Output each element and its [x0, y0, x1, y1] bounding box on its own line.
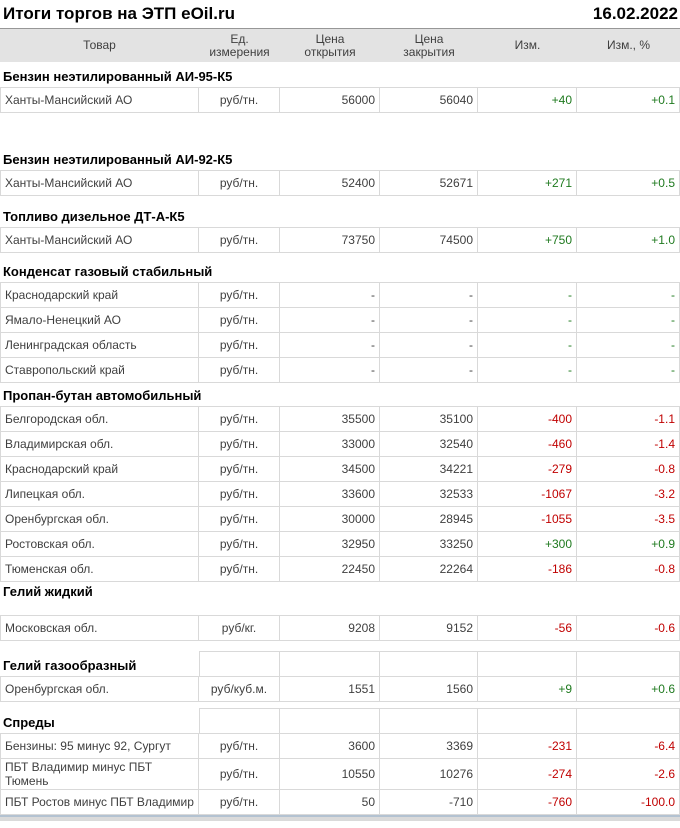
cell-change-pct: +0.5 [577, 171, 680, 195]
cell-open-price: - [280, 358, 380, 382]
table-body [0, 62, 680, 815]
cell-close-price: 52671 [380, 171, 478, 195]
cell-change: +271 [478, 171, 577, 195]
column-header-product: Товар [83, 38, 116, 52]
cell-open-price: 33600 [280, 482, 380, 506]
cell-close-price: 56040 [380, 88, 478, 112]
table-row [0, 308, 680, 333]
section-title: Спреды [3, 715, 55, 730]
section-rows [0, 87, 680, 113]
cell-change-pct: - [577, 308, 680, 332]
cell-product: Ростовская обл. [0, 532, 199, 556]
table-row [0, 790, 680, 815]
cell-change-pct: - [577, 358, 680, 382]
cell-product: Липецкая обл. [0, 482, 199, 506]
section-header-empty-cell [199, 651, 280, 676]
cell-product: ПБТ Владимир минус ПБТ Тюмень [0, 759, 199, 789]
cell-product: Краснодарский край [0, 283, 199, 307]
cell-close-price: - [380, 283, 478, 307]
table-row [0, 759, 680, 790]
table-row [0, 333, 680, 358]
cell-unit: руб/тн. [199, 283, 280, 307]
table-row [0, 407, 680, 432]
section-rows [0, 170, 680, 196]
cell-open-price: 33000 [280, 432, 380, 456]
cell-change-pct: -1.4 [577, 432, 680, 456]
cell-product: Бензины: 95 минус 92, Сургут [0, 734, 199, 758]
section-spacer [0, 113, 680, 145]
cell-unit: руб/тн. [199, 88, 280, 112]
cell-unit: руб/тн. [199, 457, 280, 481]
cell-change: -186 [478, 557, 577, 581]
cell-change: - [478, 308, 577, 332]
cell-product: Ямало-Ненецкий АО [0, 308, 199, 332]
cell-open-price: 3600 [280, 734, 380, 758]
cell-change: +9 [478, 677, 577, 701]
cell-change: - [478, 283, 577, 307]
report-header [0, 0, 680, 28]
cell-change: -1067 [478, 482, 577, 506]
table-row [0, 507, 680, 532]
cell-open-price: 32950 [280, 532, 380, 556]
cell-close-price: 33250 [380, 532, 478, 556]
cell-product: Краснодарский край [0, 457, 199, 481]
section-rows [0, 227, 680, 253]
table-row [0, 358, 680, 383]
cell-open-price: 35500 [280, 407, 380, 431]
cell-change: -56 [478, 616, 577, 640]
cell-change: -231 [478, 734, 577, 758]
cell-change: - [478, 333, 577, 357]
column-header-close-price: Цена закрытия [403, 31, 455, 59]
report-date: 16.02.2022 [592, 4, 678, 23]
cell-product: Ханты-Мансийский АО [0, 171, 199, 195]
column-header-change: Изм. [514, 38, 541, 52]
section-header-empty-cell [577, 708, 680, 733]
cell-change: -1055 [478, 507, 577, 531]
cell-change-pct: -3.5 [577, 507, 680, 531]
section-title: Пропан-бутан автомобильный [3, 388, 202, 403]
section-header-row [0, 62, 680, 87]
cell-change-pct: +0.6 [577, 677, 680, 701]
cell-product: Ханты-Мансийский АО [0, 228, 199, 252]
table-row [0, 457, 680, 482]
section-header-empty-cell [280, 651, 380, 676]
cell-open-price: 73750 [280, 228, 380, 252]
cell-close-price: - [380, 333, 478, 357]
cell-unit: руб/тн. [199, 407, 280, 431]
section-spacer [0, 641, 680, 651]
table-row [0, 532, 680, 557]
table-row [0, 616, 680, 641]
cell-change: -274 [478, 759, 577, 789]
cell-change: -760 [478, 790, 577, 814]
section-rows [0, 676, 680, 702]
bottom-strip [0, 815, 680, 821]
section-header-empty-cell [380, 708, 478, 733]
section-header-row [0, 383, 680, 406]
cell-open-price: - [280, 333, 380, 357]
cell-product: Ставропольский край [0, 358, 199, 382]
cell-change-pct: +0.9 [577, 532, 680, 556]
cell-change: -460 [478, 432, 577, 456]
cell-close-price: 32540 [380, 432, 478, 456]
cell-product: Московская обл. [0, 616, 199, 640]
section-title: Гелий газообразный [3, 658, 137, 673]
cell-change-pct: +1.0 [577, 228, 680, 252]
cell-change-pct: -2.6 [577, 759, 680, 789]
cell-change-pct: - [577, 283, 680, 307]
cell-open-price: 50 [280, 790, 380, 814]
section-header-empty-cell [478, 708, 577, 733]
cell-open-price: 34500 [280, 457, 380, 481]
column-header-change-pct: Изм., % [606, 38, 651, 52]
cell-unit: руб/тн. [199, 557, 280, 581]
section-title: Конденсат газовый стабильный [3, 264, 213, 279]
cell-unit: руб/тн. [199, 171, 280, 195]
cell-close-price: 28945 [380, 507, 478, 531]
section-header-row [0, 257, 680, 282]
cell-change-pct: -6.4 [577, 734, 680, 758]
section-title: Бензин неэтилированный АИ-95-К5 [3, 69, 233, 84]
cell-unit: руб/тн. [199, 734, 280, 758]
cell-close-price: -710 [380, 790, 478, 814]
table-row [0, 734, 680, 759]
section-header-row [0, 145, 680, 170]
cell-product: Белгородская обл. [0, 407, 199, 431]
cell-change-pct: -100.0 [577, 790, 680, 814]
cell-unit: руб/тн. [199, 482, 280, 506]
table-row [0, 228, 680, 253]
cell-unit: руб/тн. [199, 532, 280, 556]
cell-unit: руб/тн. [199, 333, 280, 357]
cell-unit: руб/тн. [199, 507, 280, 531]
cell-close-price: 74500 [380, 228, 478, 252]
cell-product: ПБТ Ростов минус ПБТ Владимир [0, 790, 199, 814]
cell-change-pct: +0.1 [577, 88, 680, 112]
cell-open-price: - [280, 308, 380, 332]
cell-unit: руб/тн. [199, 759, 280, 789]
section-header-empty-cell [380, 651, 478, 676]
cell-change: -279 [478, 457, 577, 481]
table-row [0, 482, 680, 507]
cell-change: +40 [478, 88, 577, 112]
cell-unit: руб/тн. [199, 358, 280, 382]
cell-change-pct: -1.1 [577, 407, 680, 431]
cell-change-pct: -0.6 [577, 616, 680, 640]
table-row [0, 88, 680, 113]
column-header-unit: Ед. измерения [209, 31, 270, 59]
section-rows [0, 282, 680, 383]
section-header-row [0, 708, 680, 733]
section-header-empty-cell [478, 651, 577, 676]
column-header-row [0, 28, 680, 62]
cell-open-price: 9208 [280, 616, 380, 640]
section-header-row [0, 582, 680, 602]
section-title: Бензин неэтилированный АИ-92-К5 [3, 152, 233, 167]
section-rows [0, 406, 680, 582]
cell-product: Ханты-Мансийский АО [0, 88, 199, 112]
section-header-row [0, 651, 680, 676]
section-title: Топливо дизельное ДТ-А-К5 [3, 209, 185, 224]
cell-open-price: 52400 [280, 171, 380, 195]
cell-close-price: 22264 [380, 557, 478, 581]
cell-product: Владимирская обл. [0, 432, 199, 456]
cell-close-price: 34221 [380, 457, 478, 481]
cell-change-pct: -0.8 [577, 557, 680, 581]
column-header-open-price: Цена открытия [304, 31, 356, 59]
cell-change: +300 [478, 532, 577, 556]
cell-change-pct: -0.8 [577, 457, 680, 481]
cell-unit: руб/тн. [199, 790, 280, 814]
cell-unit: руб/кг. [199, 616, 280, 640]
cell-change-pct: - [577, 333, 680, 357]
cell-close-price: 32533 [380, 482, 478, 506]
cell-open-price: 56000 [280, 88, 380, 112]
cell-close-price: - [380, 308, 478, 332]
cell-open-price: 1551 [280, 677, 380, 701]
section-header-empty-cell [280, 708, 380, 733]
cell-product: Тюменская обл. [0, 557, 199, 581]
cell-unit: руб/тн. [199, 308, 280, 332]
cell-change: - [478, 358, 577, 382]
section-spacer [0, 602, 680, 615]
cell-change: +750 [478, 228, 577, 252]
cell-unit: руб/куб.м. [199, 677, 280, 701]
section-rows [0, 615, 680, 641]
section-header-empty-cell [577, 651, 680, 676]
cell-product: Оренбургская обл. [0, 507, 199, 531]
cell-product: Ленинградская область [0, 333, 199, 357]
table-row [0, 557, 680, 582]
cell-unit: руб/тн. [199, 228, 280, 252]
cell-open-price: 10550 [280, 759, 380, 789]
section-header-empty-cell [199, 708, 280, 733]
cell-unit: руб/тн. [199, 432, 280, 456]
table-row [0, 677, 680, 702]
table-row [0, 283, 680, 308]
cell-change-pct: -3.2 [577, 482, 680, 506]
section-rows [0, 733, 680, 815]
section-header-row [0, 202, 680, 227]
cell-close-price: - [380, 358, 478, 382]
cell-change: -400 [478, 407, 577, 431]
cell-open-price: - [280, 283, 380, 307]
cell-close-price: 1560 [380, 677, 478, 701]
cell-product: Оренбургская обл. [0, 677, 199, 701]
cell-close-price: 35100 [380, 407, 478, 431]
cell-close-price: 10276 [380, 759, 478, 789]
section-title: Гелий жидкий [3, 584, 93, 599]
cell-open-price: 22450 [280, 557, 380, 581]
cell-close-price: 9152 [380, 616, 478, 640]
table-row [0, 171, 680, 196]
report-title: Итоги торгов на ЭТП eOil.ru [3, 4, 235, 23]
table-row [0, 432, 680, 457]
cell-close-price: 3369 [380, 734, 478, 758]
cell-open-price: 30000 [280, 507, 380, 531]
